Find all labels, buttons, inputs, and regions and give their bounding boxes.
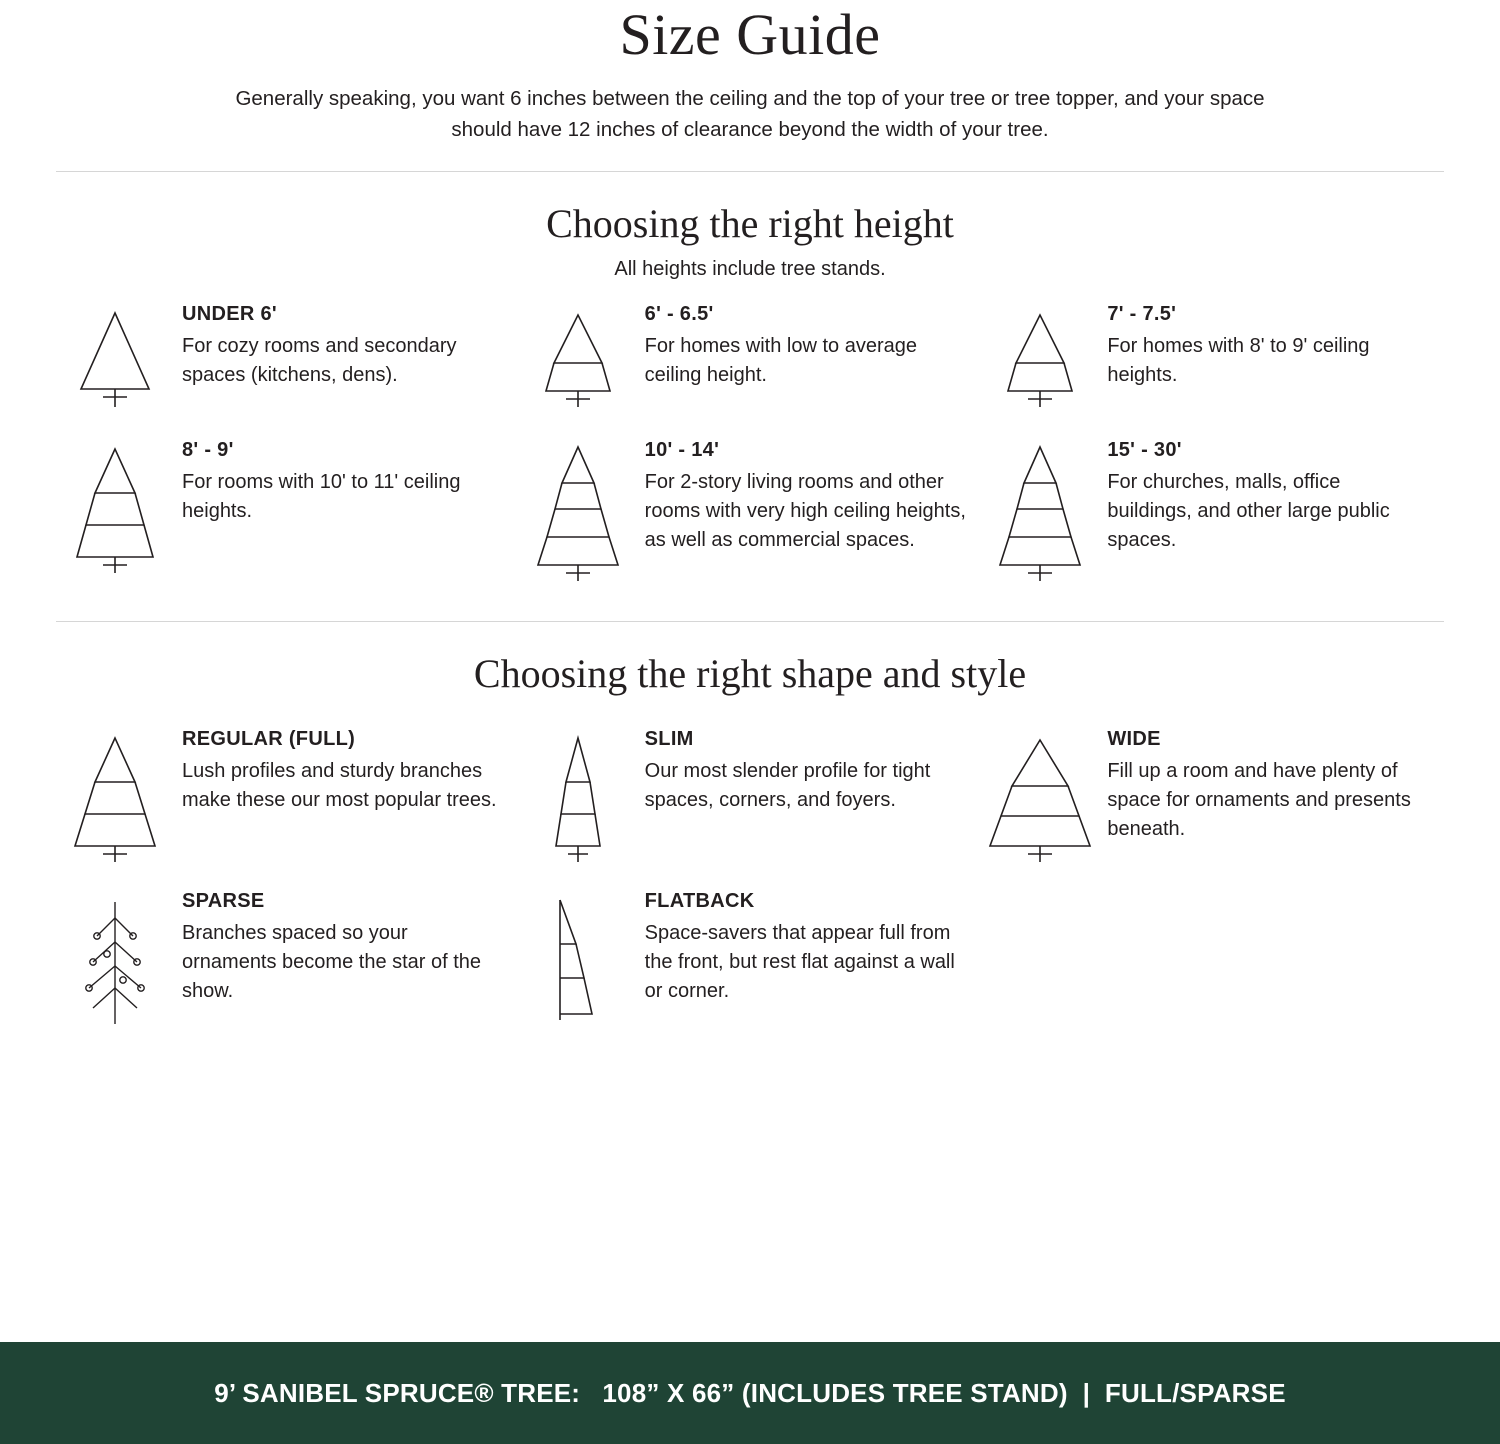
- tree-regular-icon: [56, 728, 174, 870]
- height-item: [519, 439, 982, 591]
- divider-top: [56, 171, 1444, 172]
- height-item-label: 15' - 30': [1107, 439, 1182, 461]
- height-item: [981, 303, 1444, 415]
- shape-item-body: [174, 728, 519, 815]
- tree-4-tier-icon: [981, 439, 1099, 591]
- shape-item-desc: Fill up a room and have plenty of space for ornaments and presents beneath.: [1107, 760, 1411, 841]
- height-item-desc: For homes with low to average ceiling height.: [644, 335, 917, 387]
- tree-4-tier-icon: [519, 439, 637, 591]
- footer-bar: [0, 1342, 1500, 1444]
- shape-item-label: REGULAR (FULL): [182, 728, 356, 750]
- tree-wide-icon: [981, 728, 1099, 870]
- shape-item-body: [1099, 728, 1444, 845]
- tree-slim-icon: [519, 728, 637, 870]
- height-item-body: [637, 303, 982, 390]
- shape-item: [56, 728, 519, 870]
- height-section-subtitle: All heights include tree stands.: [614, 258, 886, 280]
- height-item-body: [174, 439, 519, 526]
- height-item-body: [1099, 303, 1444, 390]
- shape-item-label: WIDE: [1107, 728, 1161, 750]
- height-item-desc: For homes with 8' to 9' ceiling heights.: [1107, 335, 1370, 387]
- height-item-desc: For rooms with 10' to 11' ceiling heights.: [182, 471, 461, 523]
- footer-product-spec: 9’ SANIBEL SPRUCE® TREE: 108” X 66” (INCLUDES TREE STAND) | FULL/SPARSE: [214, 1377, 1286, 1408]
- tree-flatback-icon: [519, 890, 637, 1032]
- page-header: [0, 0, 1500, 145]
- height-item-label: 10' - 14': [644, 439, 720, 461]
- page-title: Size Guide: [619, 2, 881, 67]
- height-section: [0, 200, 1500, 591]
- shape-item-label: SPARSE: [182, 890, 265, 912]
- height-item: [56, 303, 519, 415]
- tree-sparse-icon: [56, 890, 174, 1032]
- height-item-body: [637, 439, 982, 556]
- height-item-desc: For cozy rooms and secondary spaces (kitchens, dens).: [182, 335, 457, 387]
- tree-2-tier-icon: [519, 303, 637, 415]
- height-item: [981, 439, 1444, 591]
- shape-section: [0, 650, 1500, 1032]
- shape-item-body: [637, 890, 982, 1007]
- height-item: [519, 303, 982, 415]
- shape-item-desc: Branches spaced so your ornaments become the star of the show.: [182, 922, 482, 1003]
- height-item-desc: For churches, malls, office buildings, and other large public spaces.: [1107, 471, 1390, 552]
- intro-text: Generally speaking, you want 6 inches between the ceiling and the top of your tree or tree topper, and your space should have 12 inches of clearance beyond the width of your tree.: [235, 86, 1265, 141]
- shape-item-desc: Space-savers that appear full from the front, but rest flat against a wall or corner.: [644, 922, 955, 1003]
- shape-items-grid: [56, 728, 1444, 1032]
- height-items-grid: [56, 303, 1444, 591]
- shape-item-desc: Lush profiles and sturdy branches make these our most popular trees.: [182, 760, 497, 812]
- height-item-label: 7' - 7.5': [1107, 303, 1177, 325]
- tree-3-tier-icon: [56, 439, 174, 581]
- shape-item: [519, 890, 982, 1032]
- shape-item: [519, 728, 982, 870]
- shape-grid-spacer: [981, 890, 1444, 1032]
- shape-item-label: FLATBACK: [644, 890, 755, 912]
- shape-item-label: SLIM: [644, 728, 694, 750]
- height-section-title: Choosing the right height: [546, 201, 954, 246]
- height-item: [56, 439, 519, 591]
- shape-item-body: [174, 890, 519, 1007]
- height-item-desc: For 2-story living rooms and other rooms with very high ceiling heights, as well as commercial spaces.: [644, 471, 966, 552]
- shape-item-body: [637, 728, 982, 815]
- tree-2-tier-icon: [981, 303, 1099, 415]
- divider-middle: [56, 621, 1444, 622]
- shape-section-title: Choosing the right shape and style: [473, 651, 1027, 696]
- height-item-label: 6' - 6.5': [644, 303, 714, 325]
- tree-1-tier-icon: [56, 303, 174, 415]
- height-item-label: 8' - 9': [182, 439, 234, 461]
- shape-item: [56, 890, 519, 1032]
- shape-item-desc: Our most slender profile for tight spaces, corners, and foyers.: [644, 760, 931, 812]
- height-item-body: [1099, 439, 1444, 556]
- shape-item: [981, 728, 1444, 870]
- height-item-body: [174, 303, 519, 390]
- height-item-label: UNDER 6': [182, 303, 277, 325]
